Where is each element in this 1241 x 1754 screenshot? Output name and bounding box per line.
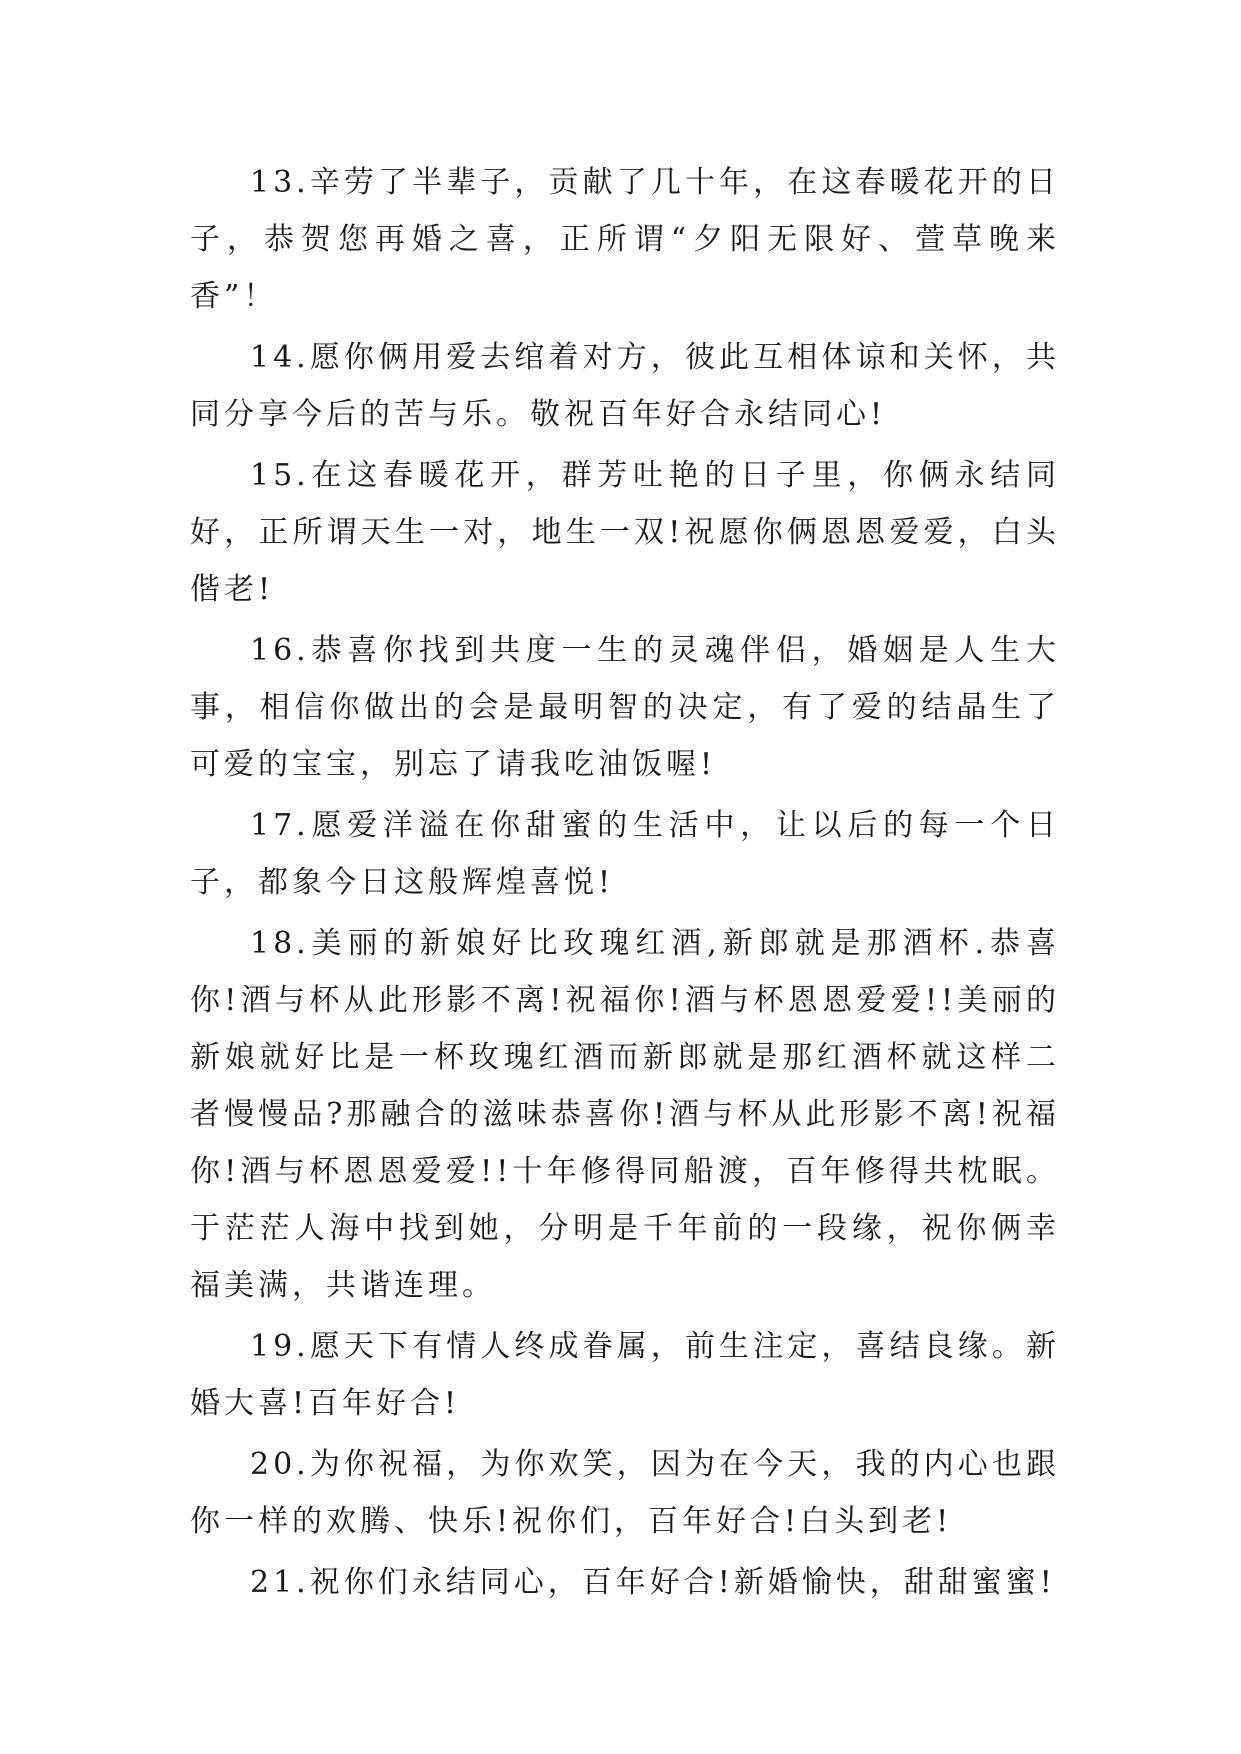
paragraph-13: 13.辛劳了半辈子，贡献了几十年，在这春暖花开的日子，恭贺您再婚之喜，正所谓“夕阳无限好、萱草晚来香”！ (190, 165, 1060, 314)
paragraph-20: 20.为你祝福，为你欢笑，因为在今天，我的内心也跟你一样的欢腾、快乐!祝你们，百年好合!白头到老! (190, 1447, 1060, 1539)
paragraph-21: 21.祝你们永结同心，百年好合!新婚愉快，甜甜蜜蜜! (250, 1565, 1056, 1600)
paragraph-19: 19.愿天下有情人终成眷属，前生注定，喜结良缘。新婚大喜!百年好合! (190, 1329, 1060, 1421)
paragraph-17: 17.愿爱洋溢在你甜蜜的生活中，让以后的每一个日子，都象今日这般辉煌喜悦! (190, 808, 1060, 900)
paragraph-16: 16.恭喜你找到共度一生的灵魂伴侣，婚姻是人生大事，相信你做出的会是最明智的决定，有了爱的结晶生了可爱的宝宝，别忘了请我吃油饭喔! (190, 633, 1060, 782)
paragraph-15: 15.在这春暖花开，群芳吐艳的日子里，你俩永结同好，正所谓天生一对，地生一双!祝愿你俩恩恩爱爱，白头偕老! (190, 458, 1060, 607)
document-page (190, 154, 1060, 1611)
paragraph-18: 18.美丽的新娘好比玫瑰红酒,新郎就是那酒杯.恭喜你!酒与杯从此形影不离!祝福你!酒与杯恩恩爱爱!!美丽的新娘就好比是一杯玫瑰红酒而新郎就是那红酒杯就这样二者慢慢品?那融合的滋味恭喜你!酒与杯从此形影不离!祝福你!酒与杯恩恩爱爱!!十年修得同船渡，百年修得共枕眠。于茫茫人海中找到她，分明是千年前的一段缘，祝你俩幸福美满，共谐连理。 (190, 926, 1060, 1303)
paragraph-14: 14.愿你俩用爱去绾着对方，彼此互相体谅和关怀，共同分享今后的苦与乐。敬祝百年好合永结同心! (190, 340, 1060, 432)
